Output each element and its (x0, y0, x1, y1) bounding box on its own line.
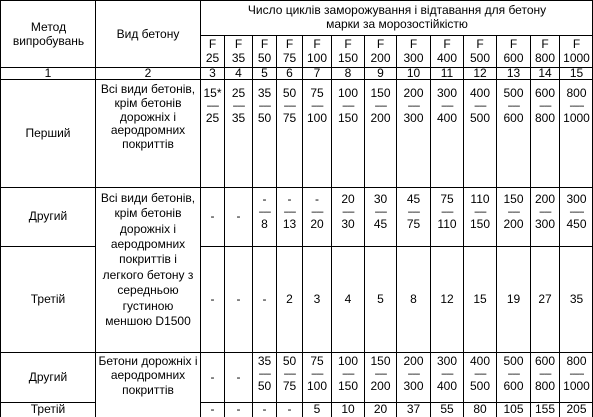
first-method-cell-divider: ----- (342, 100, 354, 112)
header-grade: F 200 (370, 36, 391, 65)
first-method-cell-top: 600 (534, 86, 556, 100)
header-grade: F 800 (534, 36, 556, 65)
second-method-cell-top: 45 (406, 192, 421, 206)
third-method-cell: - (210, 291, 215, 306)
second-method-road-cell: - (236, 369, 241, 384)
first-method-cell-top: 400 (469, 86, 491, 100)
column-number: 3 (209, 65, 216, 80)
first-method-cell-bottom: 1000 (563, 111, 590, 126)
second-method-cell-divider: ----- (283, 206, 296, 218)
second-method-cell-top: - (315, 192, 319, 206)
concrete-type-all-except-road: Всі види бетонів, крім бетонів дорожніх і аеродромних покриттів (100, 82, 196, 152)
first-method-cell (531, 80, 559, 187)
second-method-cell (497, 188, 530, 246)
second-method-road-cell-divider: ----- (283, 368, 296, 380)
first-method-cell-top: 500 (503, 86, 524, 100)
third-method-road-cell: 205 (566, 402, 587, 416)
second-method-cell-bottom: 150 (469, 217, 491, 232)
second-method-road-cell (497, 353, 530, 402)
header-grade: F 1000 (563, 36, 590, 65)
second-method-cell (397, 188, 430, 246)
third-method-road-cell: 55 (440, 402, 454, 416)
third-method-road-cell: - (262, 402, 267, 416)
third-method-road-cell: - (236, 402, 241, 416)
first-method-cell (303, 80, 331, 187)
first-method-cell-divider: ----- (539, 100, 551, 112)
first-method-cell (277, 80, 302, 187)
second-method-road-cell-top: 500 (503, 354, 524, 368)
header-grade: F 150 (337, 36, 359, 65)
third-method-cell: - (262, 291, 267, 306)
column-number: 15 (569, 65, 584, 80)
second-method-road-cell-bottom: 300 (403, 379, 424, 394)
second-method-cell-divider: ----- (441, 206, 453, 218)
third-method-cell: 5 (377, 291, 384, 306)
second-method-cell-bottom: 45 (373, 217, 388, 232)
third-method-road-cell: 105 (503, 402, 524, 416)
first-method-cell-bottom: 600 (503, 111, 524, 126)
first-method-cell (397, 80, 430, 187)
first-method-cell-divider: ----- (311, 100, 323, 112)
second-method-cell-top: 110 (470, 192, 490, 206)
second-method-road-cell-top: 200 (403, 354, 424, 368)
second-method-road-cell-divider: ----- (342, 368, 354, 380)
header-grade: F 100 (306, 36, 328, 65)
first-method-cell-top: 15* (203, 86, 222, 100)
first-method-cell (497, 80, 530, 187)
header-cycles: Число циклів заморожування і відтавання для бетону марки за морозостійкістю (247, 3, 547, 31)
column-number: 12 (473, 65, 487, 80)
column-number: 7 (313, 65, 321, 80)
second-method-road-cell-bottom: 75 (282, 379, 297, 394)
second-method-road-cell (397, 353, 430, 402)
second-method-cell-bottom: 75 (406, 217, 421, 232)
second-method-road-cell-top: 35 (257, 354, 272, 368)
second-method-road-cell (365, 353, 396, 402)
second-method-cell-divider: ----- (507, 206, 520, 218)
first-method-cell-bottom: 75 (282, 111, 297, 126)
second-method-road-cell-bottom: 1000 (563, 379, 590, 394)
first-method-cell (332, 80, 364, 187)
header-grade: F 500 (469, 36, 491, 65)
second-method-cell (531, 188, 559, 246)
first-method-cell-divider: ----- (441, 100, 453, 112)
second-method-cell (365, 188, 396, 246)
first-method-cell (431, 80, 463, 187)
second-method-cell-divider: ----- (374, 206, 387, 218)
second-method-cell-bottom: 30 (341, 217, 355, 232)
concrete-type-road: Бетони дорожніх і аеродромних покриттів (98, 354, 198, 397)
second-method-cell-top: 20 (341, 192, 355, 206)
second-method-cell-top: 30 (373, 192, 388, 206)
second-method-cell-bottom: 20 (310, 217, 324, 232)
third-method-road-cell: 37 (406, 402, 421, 416)
second-method-road-cell-divider: ----- (474, 368, 486, 380)
first-method-cell-bottom: 200 (370, 111, 391, 126)
second-method-cell-bottom: 450 (566, 217, 587, 232)
second-method-cell-bottom: 8 (261, 217, 268, 232)
first-method-cell-top: 35 (257, 86, 272, 100)
column-number: 6 (286, 65, 293, 80)
second-method-road-cell-bottom: 800 (534, 379, 556, 394)
second-method-road-cell (303, 353, 331, 402)
second-method-road-cell-top: 300 (436, 354, 458, 368)
third-method-road-cell: - (287, 402, 292, 416)
first-method-cell-top: 100 (337, 86, 359, 100)
first-method-cell-bottom: 35 (231, 111, 246, 126)
third-method-road-cell: 10 (341, 402, 355, 416)
third-method-road-cell: 20 (373, 402, 388, 416)
second-method-road-cell-bottom: 150 (337, 379, 359, 394)
second-method-road-cell: - (210, 369, 215, 384)
second-method-road-cell-divider: ----- (374, 368, 387, 380)
second-method-cell: - (210, 209, 215, 224)
header-grade: F 75 (282, 36, 297, 65)
second-method-cell-bottom: 300 (534, 217, 556, 232)
second-method-road-cell-bottom: 400 (436, 379, 458, 394)
method-second-road: Другий (28, 369, 68, 384)
column-number: 2 (144, 65, 152, 80)
third-method-cell: 4 (344, 291, 352, 306)
first-method-cell-bottom: 150 (337, 111, 359, 126)
second-method-road-cell-bottom: 200 (370, 379, 391, 394)
second-method-cell-top: - (262, 192, 267, 206)
first-method-cell-top: 800 (566, 86, 587, 100)
method-first: Перший (25, 125, 71, 140)
second-method-road-cell-divider: ----- (311, 368, 323, 380)
header-grade: F 300 (403, 36, 424, 65)
third-method-cell: 19 (506, 291, 521, 306)
second-method-road-cell-top: 800 (566, 354, 587, 368)
first-method-cell-top: 75 (310, 86, 324, 100)
second-method-cell-top: 75 (440, 192, 454, 206)
second-method-cell-divider: ------ (569, 206, 584, 218)
second-method-road-cell-top: 100 (337, 354, 359, 368)
first-method-cell-bottom: 400 (436, 111, 458, 126)
column-number: 5 (261, 65, 268, 80)
header-grade: F 25 (205, 36, 220, 65)
second-method-cell-divider: ----- (342, 206, 354, 218)
first-method-cell-top: 300 (436, 86, 458, 100)
column-number: 13 (506, 65, 521, 80)
second-method-road-cell-divider: ------ (569, 368, 584, 380)
column-number: 4 (235, 65, 242, 80)
second-method-road-cell (253, 353, 276, 402)
second-method-cell-divider: ----- (311, 206, 323, 218)
first-method-cell (201, 80, 224, 187)
second-method-cell-divider: ----- (539, 206, 551, 218)
first-method-cell-divider: ----- (206, 100, 219, 112)
second-method-road-cell-divider: ----- (441, 368, 453, 380)
second-method-cell-top: 300 (566, 192, 587, 206)
third-method-cell: 8 (410, 291, 417, 306)
second-method-road-cell (464, 353, 496, 402)
second-method-road-cell (431, 353, 463, 402)
first-method-cell-bottom: 800 (534, 111, 556, 126)
second-method-cell-bottom: 200 (503, 217, 524, 232)
second-method-road-cell-bottom: 500 (469, 379, 491, 394)
second-method-road-cell-bottom: 100 (306, 379, 328, 394)
third-method-cell: 35 (569, 291, 584, 306)
header-grade: F 50 (257, 36, 272, 65)
first-method-cell-top: 50 (282, 86, 297, 100)
first-method-cell-divider: ----- (232, 100, 245, 112)
second-method-road-cell (560, 353, 593, 402)
method-second: Другий (28, 209, 68, 224)
column-number: 14 (538, 65, 552, 80)
first-method-cell-bottom: 25 (205, 111, 220, 126)
column-number: 8 (344, 65, 352, 80)
first-method-cell-divider: ----- (474, 100, 486, 112)
first-method-cell-divider: ----- (407, 100, 420, 112)
header-method: Метод випробувань (12, 19, 85, 48)
first-method-cell-top: 25 (231, 86, 246, 100)
second-method-road-cell-top: 600 (534, 354, 556, 368)
second-method-road-cell (332, 353, 364, 402)
header-grade: F 400 (436, 36, 458, 65)
column-number: 1 (44, 65, 52, 80)
second-method-cell-bottom: 13 (282, 217, 297, 232)
second-method-cell-divider: ----- (258, 206, 271, 218)
second-method-cell-bottom: 110 (437, 217, 457, 232)
second-method-road-cell-divider: ----- (258, 368, 271, 380)
second-method-road-cell-bottom: 600 (503, 379, 524, 394)
third-method-cell: 12 (440, 291, 454, 306)
third-method-cell: 3 (313, 291, 321, 306)
second-method-road-cell-divider: ----- (539, 368, 551, 380)
second-method-road-cell (531, 353, 559, 402)
third-method-cell: 15 (473, 291, 487, 306)
first-method-cell-bottom: 500 (469, 111, 491, 126)
second-method-cell (560, 188, 593, 246)
third-method-cell: 27 (538, 291, 552, 306)
second-method-cell: - (236, 209, 241, 224)
second-method-road-cell-divider: ----- (407, 368, 420, 380)
second-method-cell (431, 188, 463, 246)
second-method-cell (464, 188, 496, 246)
second-method-cell-divider: ----- (407, 206, 420, 218)
method-third: Третій (30, 291, 66, 306)
second-method-cell (277, 188, 302, 246)
first-method-cell-divider: ----- (283, 100, 296, 112)
second-method-cell-top: 150 (503, 192, 524, 206)
first-method-cell (464, 80, 496, 187)
column-number: 11 (440, 65, 454, 80)
third-method-cell: 2 (286, 291, 293, 306)
first-method-cell (560, 80, 593, 187)
second-method-cell (303, 188, 331, 246)
third-method-road-cell: 80 (473, 402, 487, 416)
third-method-road-cell: 155 (534, 402, 556, 416)
header-grade: F 35 (231, 36, 246, 65)
third-method-road-cell: - (210, 402, 215, 416)
second-method-road-cell-divider: ----- (507, 368, 520, 380)
column-number: 10 (406, 65, 421, 80)
header-grade: F 600 (503, 36, 524, 65)
first-method-cell-top: 200 (403, 86, 424, 100)
first-method-cell (365, 80, 396, 187)
first-method-cell (225, 80, 252, 187)
second-method-road-cell-bottom: 50 (257, 379, 272, 394)
first-method-cell (253, 80, 276, 187)
second-method-road-cell-top: 75 (310, 354, 324, 368)
second-method-cell (332, 188, 364, 246)
third-method-road-cell: 5 (313, 402, 321, 416)
second-method-road-cell (277, 353, 302, 402)
third-method-cell: - (236, 291, 241, 306)
first-method-cell-top: 150 (370, 86, 391, 100)
second-method-road-cell-top: 400 (469, 354, 491, 368)
second-method-cell-divider: ----- (474, 206, 486, 218)
first-method-cell-divider: ----- (507, 100, 520, 112)
first-method-cell-divider: ----- (258, 100, 271, 112)
first-method-cell-bottom: 300 (403, 111, 424, 126)
second-method-cell-top: - (287, 192, 292, 206)
first-method-cell-bottom: 50 (257, 111, 272, 126)
second-method-road-cell-top: 50 (282, 354, 297, 368)
first-method-cell-divider: ------ (569, 100, 584, 112)
second-method-cell-top: 200 (534, 192, 556, 206)
method-third-road: Третій (30, 402, 66, 416)
second-method-road-cell-top: 150 (370, 354, 391, 368)
header-concrete-type: Вид бетону (116, 26, 180, 41)
column-number: 9 (377, 65, 384, 80)
second-method-cell (253, 188, 276, 246)
concrete-type-all-except-road-light: Всі види бетонів, крім бетонів дорожніх і аеродромних покриттів і легкого бетону з середньою густиною меншою D1500 (100, 191, 196, 328)
first-method-cell-bottom: 100 (306, 111, 328, 126)
first-method-cell-divider: ----- (374, 100, 387, 112)
